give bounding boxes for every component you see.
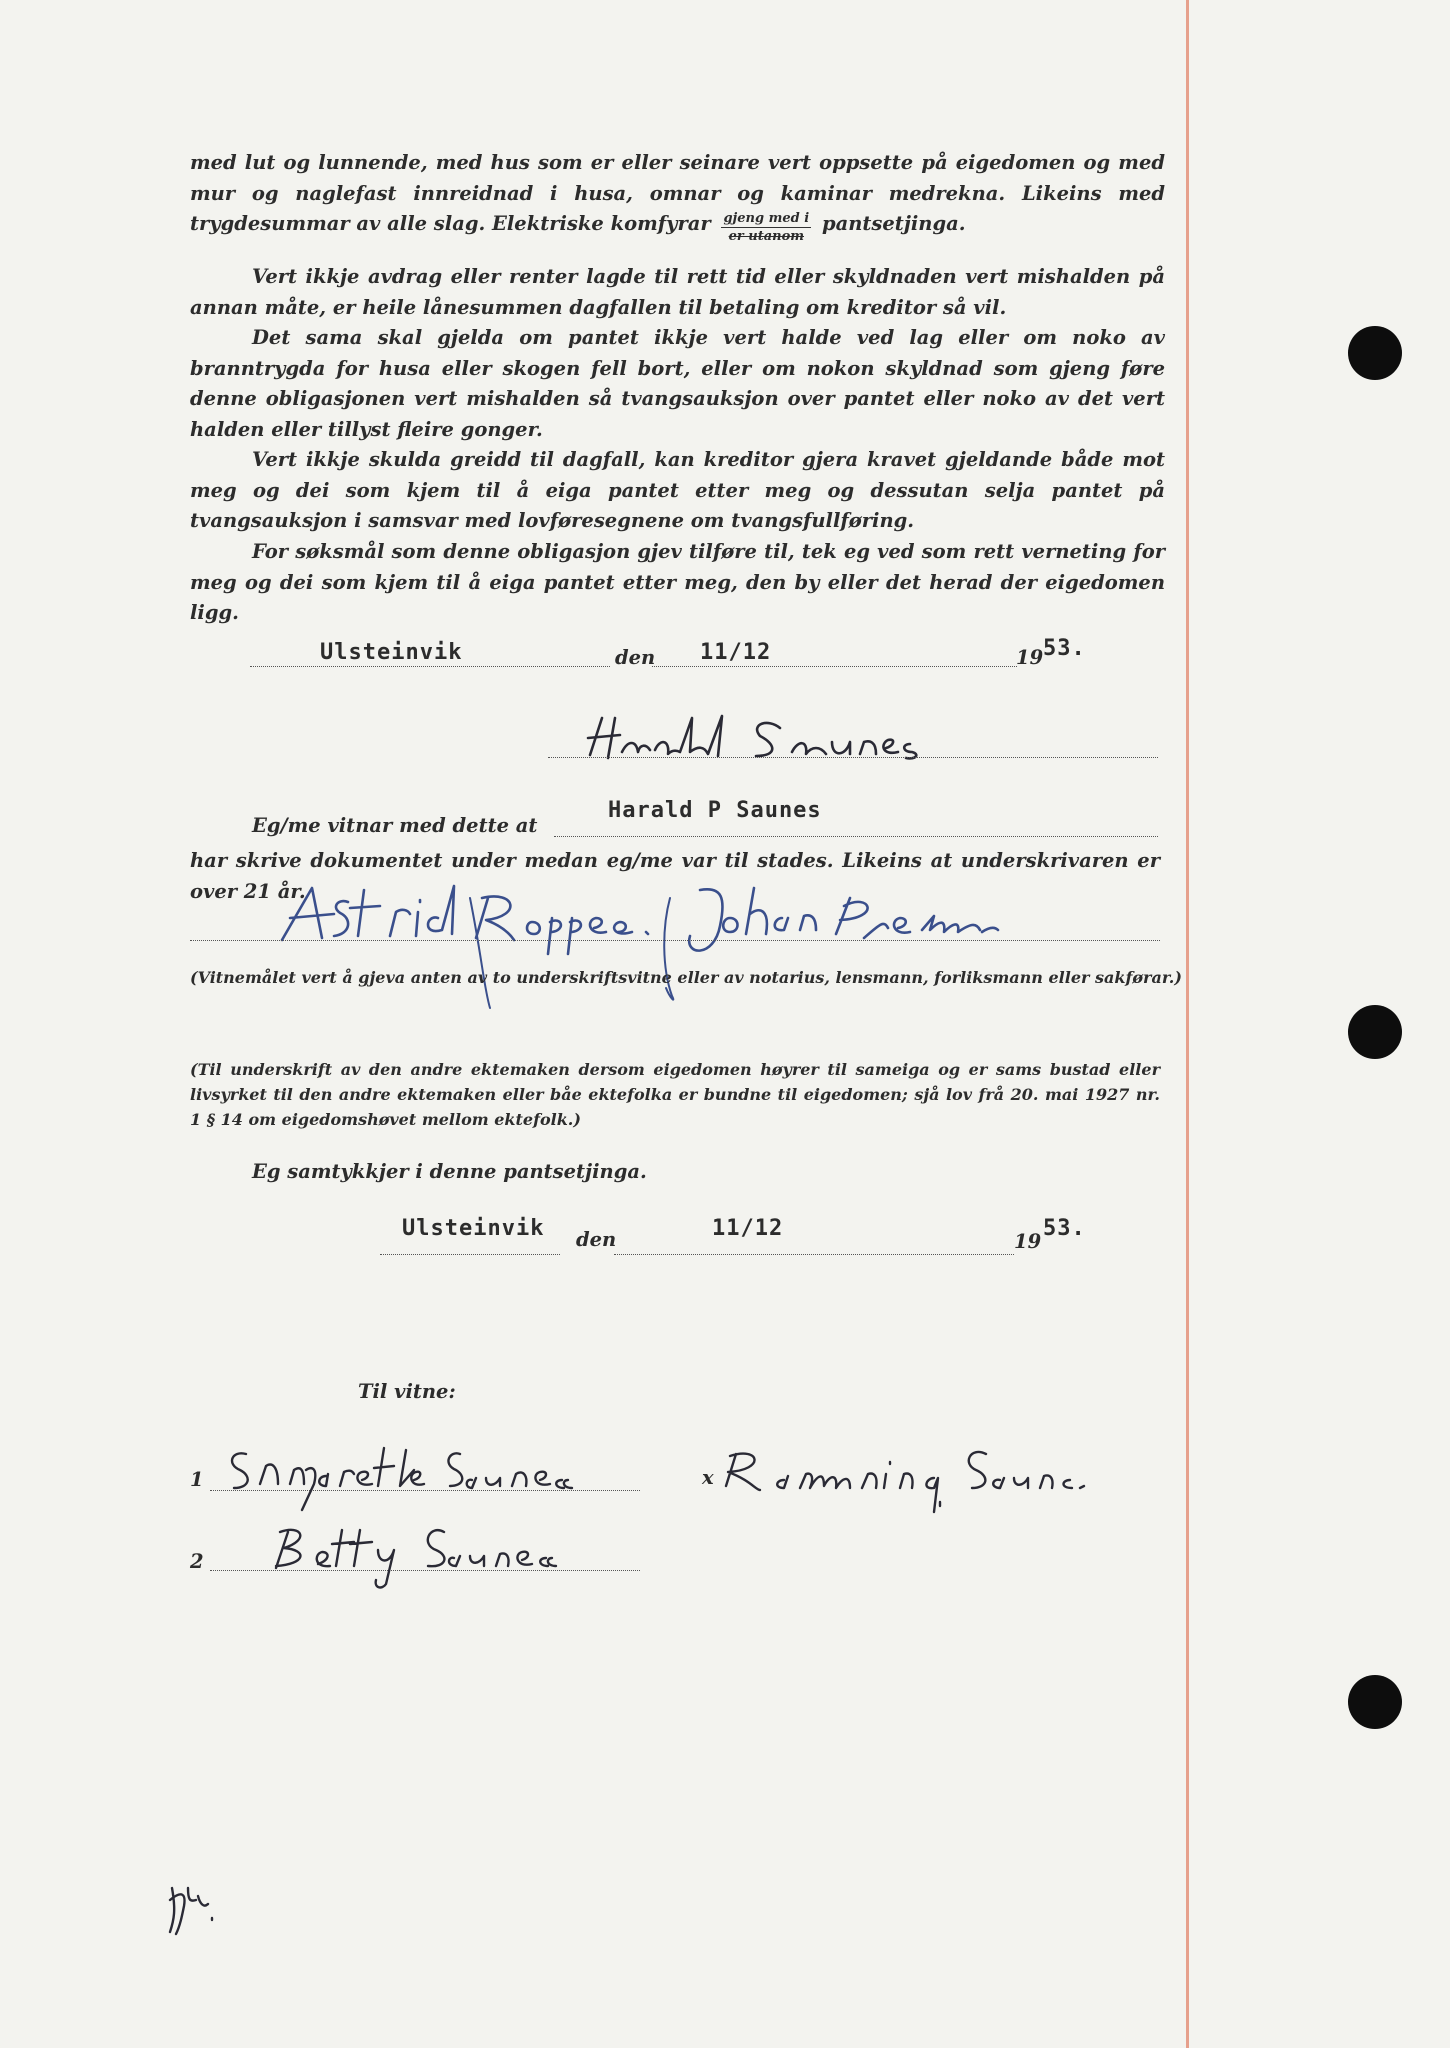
witness-row-1-number: 1: [190, 1468, 204, 1491]
year-suffix-1: 53.: [1043, 636, 1086, 661]
place-dotted-line-2: [380, 1254, 560, 1255]
date-dotted-line: [652, 666, 1017, 667]
paragraph-1: med lut og lunnende, med hus som er eller seinare vert oppsette på eigedomen og med mur og naglefast innreidnad i husa, omnar og kaminar medrekna. Likeins med trygdesummar av alle slag. Elektriske komfyrar gjeng med i er utanom pantsetjinga.: [190, 151, 1165, 244]
witness-signature-line: [190, 940, 1160, 941]
til-vitne-label: Til vitne:: [358, 1380, 456, 1403]
signature-witnesses: [270, 878, 1150, 1018]
paragraph-2: Vert ikkje avdrag eller renter lagde til rett tid eller skyldnaden vert mishalden på annan måte, er heile lånesummen dagfallen til betaling om kreditor så vil.: [190, 265, 1165, 319]
spouse-note: (Til underskrift av den andre ektemaken dersom eigedomen høyrer til sameiga og er sams bustad eller livsyrket til den andre ektemaken eller båe ektefolka er bundne til eigedomen; sjå lov frå 20. mai 1927 nr. 1 § 14 om eigedomshøvet mellom ektefolk.): [190, 1060, 1160, 1129]
signature-til-vitne: [210, 1440, 1190, 1570]
date-dotted-line-2: [614, 1254, 1014, 1255]
witness-note: (Vitnemålet vert å gjeva anten av to underskriftsvitne eller av notarius, lensmann, forliksmann eller sakførar.): [190, 968, 1182, 987]
signature-dotted-line: [548, 757, 1158, 758]
punch-hole: [1348, 1675, 1402, 1729]
choice-stack: [721, 210, 811, 245]
consent-text: Eg samtykkjer i denne pantsetjinga.: [252, 1160, 647, 1183]
paragraph-4: Vert ikkje skulda greidd til dagfall, kan kreditor gjera kravet gjeldande både mot meg og dei som kjem til å eiga pantet etter meg og dessutan selja pantet på tvangsauksjon i samsvar med lovføresegnene om tvangsfullføring.: [190, 448, 1165, 532]
red-margin-line: [1186, 0, 1189, 2048]
place-1: Ulsteinvik: [320, 640, 463, 665]
den-label-2: den: [576, 1228, 617, 1251]
choice-top: gjeng med i: [723, 211, 810, 226]
cross-mark: x: [702, 1466, 714, 1489]
witness-row-2-number: 2: [190, 1550, 204, 1573]
paragraph-3: Det sama skal gjelda om pantet ikkje vert halde ved lag eller om noko av branntrygda for husa eller skogen fell bort, eller om nokon skyldnad som gjeng føre denne obligasjonen vert mishalden så tvangsauksjon over pantet eller noko av det vert halden eller tillyst fleire gonger.: [190, 326, 1165, 441]
witness-text: har skrive dokumentet under medan eg/me var til stades. Likeins at underskrivaren er over 21 år.: [190, 849, 1160, 903]
year-prefix-2: 19: [1014, 1230, 1042, 1253]
place-2: Ulsteinvik: [402, 1216, 545, 1241]
year-prefix-1: 19: [1016, 646, 1044, 669]
witness-label: Eg/me vitnar med dette at: [252, 814, 538, 837]
punch-hole: [1348, 1005, 1402, 1059]
initials-mark: [160, 1860, 240, 1940]
date-1: 11/12: [700, 640, 772, 665]
choice-bottom: er utanom: [728, 229, 805, 244]
place-dotted-line: [250, 666, 610, 667]
den-label-1: den: [615, 646, 656, 669]
printed-name: Harald P Saunes: [608, 798, 822, 823]
year-suffix-2: 53.: [1043, 1216, 1086, 1241]
date-2: 11/12: [712, 1216, 784, 1241]
signature-harald-saunes: [580, 710, 1080, 770]
punch-hole: [1348, 326, 1402, 380]
witness-2-line: [210, 1570, 640, 1571]
paragraph-5: For søksmål som denne obligasjon gjev tilføre til, tek eg ved som rett verneting for meg og dei som kjem til å eiga pantet etter meg, den by eller det herad der eigedomen ligg.: [190, 540, 1165, 624]
witness-name-line: [554, 836, 1158, 837]
